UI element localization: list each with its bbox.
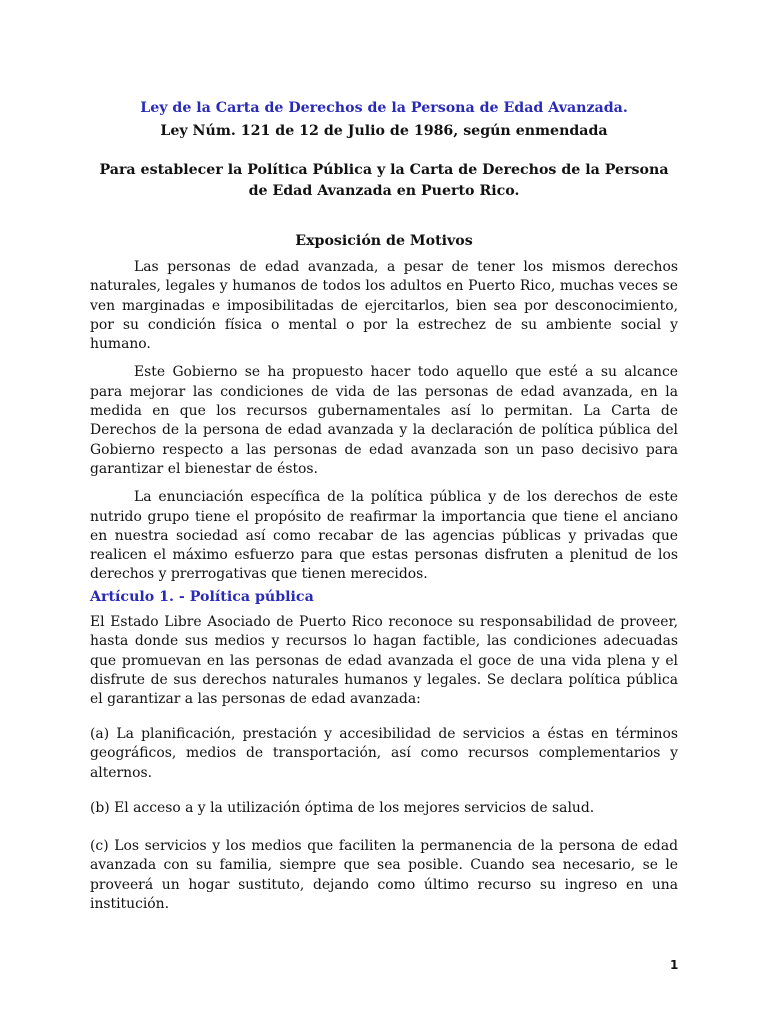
- motives-body: [90, 258, 678, 594]
- paragraph: Este Gobierno se ha propuesto hacer todo aquello que esté a su alcance para mejorar las condiciones de vida de las personas de edad avanzada, en la medida en que los recursos gubernamentales así lo permitan. La Carta de Derechos de la persona de edad avanzada y la declaración de política pública del Gobierno respecto a las personas de edad avanzada son un paso decisivo para garantizar el bienestar de éstos.: [90, 364, 678, 477]
- paragraph: Las personas de edad avanzada, a pesar de tener los mismos derechos naturales, legales y humanos de todos los adultos en Puerto Rico, muchas veces se ven marginadas e imposibilitadas de ejercitarlos, bien sea por desconocimiento, por su condición física o mental o por la estrechez de su ambiente social y humano.: [90, 259, 678, 353]
- purpose-line: Para establecer la Política Pública y la Carta de Derechos de la Persona: [99, 162, 669, 178]
- purpose-line: de Edad Avanzada en Puerto Rico.: [248, 183, 520, 199]
- article-item-a: (a) La planificación, prestación y accesibilidad de servicios a éstas en términos geográficos, medios de transportación, así como recursos complementarios y alternos.: [90, 726, 678, 781]
- article-intro: El Estado Libre Asociado de Puerto Rico reconoce su responsabilidad de proveer, hasta donde sus medios y recursos lo hagan factible, las condiciones adecuadas que promuevan en las personas de edad avanzada el goce de una vida plena y el disfrute de sus derechos naturales humanos y legales. Se declara política pública el garantizar a las personas de edad avanzada:: [90, 614, 678, 708]
- article-item-b: (b) El acceso a y la utilización óptima de los mejores servicios de salud.: [90, 800, 595, 816]
- section-heading: Exposición de Motivos: [295, 233, 473, 249]
- article-item-c: (c) Los servicios y los medios que faciliten la permanencia de la persona de edad avanzada con su familia, siempre que sea posible. Cuando sea necesario, se le proveerá un hogar sustituto, dejando como último recurso su ingreso en una institución.: [90, 838, 678, 912]
- article-heading: Artículo 1. - Política pública: [90, 589, 314, 605]
- document-subtitle: Ley Núm. 121 de 12 de Julio de 1986, según enmendada: [160, 123, 608, 139]
- page-number: 1: [670, 958, 679, 972]
- paragraph: La enunciación específica de la política pública y de los derechos de este nutrido grupo tiene el propósito de reafirmar la importancia que tiene el anciano en nuestra sociedad así como recabar de las agencias públicas y privadas que realicen el máximo esfuerzo para que estas personas disfruten a plenitud de los derechos y prerrogativas que tienen merecidos.: [90, 489, 678, 583]
- document-title: Ley de la Carta de Derechos de la Persona de Edad Avanzada.: [140, 100, 628, 116]
- purpose-statement: [90, 160, 678, 202]
